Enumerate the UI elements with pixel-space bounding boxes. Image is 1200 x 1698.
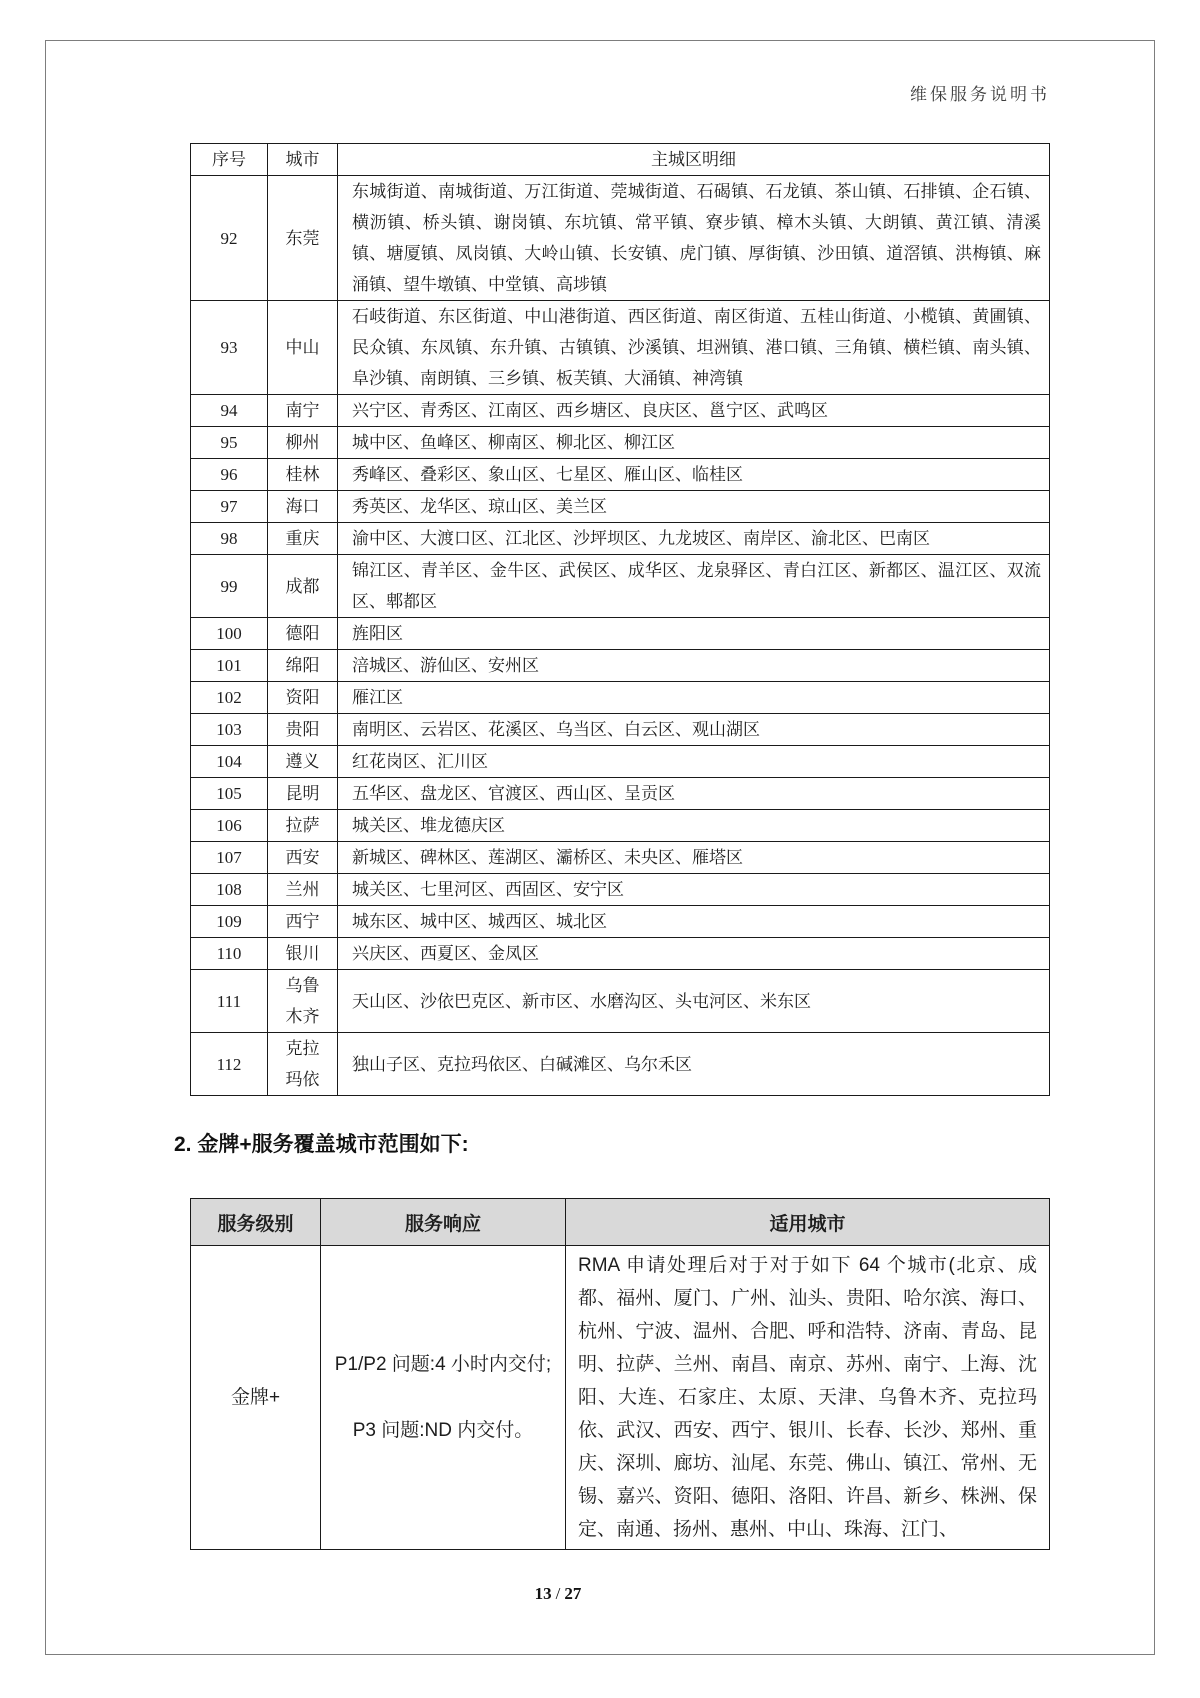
cell-no: 92 <box>191 176 268 301</box>
cell-districts: 兴宁区、青秀区、江南区、西乡塘区、良庆区、邕宁区、武鸣区 <box>338 395 1050 427</box>
table-row <box>191 938 1050 970</box>
applicable-cities-cell: RMA 申请处理后对于对于如下 64 个城市(北京、成都、福州、厦门、广州、汕头、贵阳、哈尔滨、海口、杭州、宁波、温州、合肥、呼和浩特、济南、青岛、昆明、拉萨、兰州、南昌、南京、苏州、南宁、上海、沈阳、大连、石家庄、太原、天津、乌鲁木齐、克拉玛依、武汉、西安、西宁、银川、长春、长沙、郑州、重庆、深圳、廊坊、汕尾、东莞、佛山、镇江、常州、无锡、嘉兴、资阳、德阳、洛阳、许昌、新乡、株洲、保定、南通、扬州、惠州、中山、珠海、江门、 <box>566 1246 1050 1550</box>
cell-districts: 雁江区 <box>338 682 1050 714</box>
cell-no: 108 <box>191 874 268 906</box>
cell-districts: 石岐街道、东区街道、中山港街道、西区街道、南区街道、五桂山街道、小榄镇、黄圃镇、民众镇、东凤镇、东升镇、古镇镇、沙溪镇、坦洲镇、港口镇、三角镇、横栏镇、南头镇、阜沙镇、南朗镇、三乡镇、板芙镇、大涌镇、神湾镇 <box>338 301 1050 395</box>
table-row <box>191 523 1050 555</box>
page-number <box>0 1584 1116 1604</box>
cell-no: 107 <box>191 842 268 874</box>
cell-city: 克拉玛依 <box>268 1033 338 1096</box>
cell-districts: 城关区、堆龙德庆区 <box>338 810 1050 842</box>
table-row <box>191 459 1050 491</box>
table-row <box>191 427 1050 459</box>
cell-districts: 涪城区、游仙区、安州区 <box>338 650 1050 682</box>
page-number-separator: / <box>555 1584 561 1603</box>
cell-no: 112 <box>191 1033 268 1096</box>
districts-table <box>190 143 1050 1096</box>
cell-no: 98 <box>191 523 268 555</box>
table-row <box>191 842 1050 874</box>
cell-districts: 城关区、七里河区、西固区、安宁区 <box>338 874 1050 906</box>
col-header-service-level: 服务级别 <box>191 1199 321 1246</box>
table-row <box>191 176 1050 301</box>
cell-no: 110 <box>191 938 268 970</box>
cell-no: 93 <box>191 301 268 395</box>
cell-districts: 兴庆区、西夏区、金凤区 <box>338 938 1050 970</box>
cell-city: 拉萨 <box>268 810 338 842</box>
cell-districts: 天山区、沙依巴克区、新市区、水磨沟区、头屯河区、米东区 <box>338 970 1050 1033</box>
page-number-current: 13 <box>534 1584 552 1603</box>
cell-districts: 渝中区、大渡口区、江北区、沙坪坝区、九龙坡区、南岸区、渝北区、巴南区 <box>338 523 1050 555</box>
table-row <box>191 1033 1050 1096</box>
col-header-service-response: 服务响应 <box>321 1199 566 1246</box>
cell-no: 111 <box>191 970 268 1033</box>
cell-city: 资阳 <box>268 682 338 714</box>
table-row <box>191 650 1050 682</box>
cell-city: 贵阳 <box>268 714 338 746</box>
col-header-districts: 主城区明细 <box>338 144 1050 176</box>
cell-districts: 南明区、云岩区、花溪区、乌当区、白云区、观山湖区 <box>338 714 1050 746</box>
cell-districts: 独山子区、克拉玛依区、白碱滩区、乌尔禾区 <box>338 1033 1050 1096</box>
table-row <box>191 746 1050 778</box>
table-row <box>191 682 1050 714</box>
cell-city: 成都 <box>268 555 338 618</box>
table-row <box>191 555 1050 618</box>
service-table <box>190 1198 1050 1550</box>
cell-no: 97 <box>191 491 268 523</box>
cell-no: 94 <box>191 395 268 427</box>
cell-city: 东莞 <box>268 176 338 301</box>
cell-no: 102 <box>191 682 268 714</box>
cell-districts: 城东区、城中区、城西区、城北区 <box>338 906 1050 938</box>
cell-no: 103 <box>191 714 268 746</box>
cell-districts: 秀英区、龙华区、琼山区、美兰区 <box>338 491 1050 523</box>
cell-no: 101 <box>191 650 268 682</box>
districts-table-body <box>191 176 1050 1096</box>
cell-city: 海口 <box>268 491 338 523</box>
cell-no: 109 <box>191 906 268 938</box>
cell-no: 95 <box>191 427 268 459</box>
table-row <box>191 778 1050 810</box>
cell-city: 柳州 <box>268 427 338 459</box>
cell-districts: 旌阳区 <box>338 618 1050 650</box>
service-response-cell <box>321 1246 566 1550</box>
cell-city: 中山 <box>268 301 338 395</box>
cell-city: 昆明 <box>268 778 338 810</box>
service-table-row <box>191 1246 1050 1550</box>
cell-city: 银川 <box>268 938 338 970</box>
cell-city: 乌鲁木齐 <box>268 970 338 1033</box>
cell-no: 100 <box>191 618 268 650</box>
cell-districts: 东城街道、南城街道、万江街道、莞城街道、石碣镇、石龙镇、茶山镇、石排镇、企石镇、横沥镇、桥头镇、谢岗镇、东坑镇、常平镇、寮步镇、樟木头镇、大朗镇、黄江镇、清溪镇、塘厦镇、凤岗镇、大岭山镇、长安镇、虎门镇、厚街镇、沙田镇、道滘镇、洪梅镇、麻涌镇、望牛墩镇、中堂镇、高埗镇 <box>338 176 1050 301</box>
cell-districts: 秀峰区、叠彩区、象山区、七星区、雁山区、临桂区 <box>338 459 1050 491</box>
service-table-header-row <box>191 1199 1050 1246</box>
col-header-no: 序号 <box>191 144 268 176</box>
cell-city: 兰州 <box>268 874 338 906</box>
cell-districts: 五华区、盘龙区、官渡区、西山区、呈贡区 <box>338 778 1050 810</box>
districts-table-header-row <box>191 144 1050 176</box>
cell-no: 99 <box>191 555 268 618</box>
table-row <box>191 301 1050 395</box>
cell-districts: 锦江区、青羊区、金牛区、武侯区、成华区、龙泉驿区、青白江区、新都区、温江区、双流区、郫都区 <box>338 555 1050 618</box>
doc-header-title: 维保服务说明书 <box>910 85 1050 104</box>
table-row <box>191 874 1050 906</box>
response-line-p3: P3 问题:ND 内交付。 <box>352 1420 534 1441</box>
cell-no: 105 <box>191 778 268 810</box>
cell-no: 96 <box>191 459 268 491</box>
cell-districts: 城中区、鱼峰区、柳南区、柳北区、柳江区 <box>338 427 1050 459</box>
table-row <box>191 491 1050 523</box>
table-row <box>191 395 1050 427</box>
page-number-total: 27 <box>564 1584 582 1603</box>
response-gap <box>333 1381 553 1414</box>
cell-city: 桂林 <box>268 459 338 491</box>
cell-city: 西安 <box>268 842 338 874</box>
cell-city: 西宁 <box>268 906 338 938</box>
cell-city: 南宁 <box>268 395 338 427</box>
cell-city: 绵阳 <box>268 650 338 682</box>
table-row <box>191 714 1050 746</box>
cell-no: 106 <box>191 810 268 842</box>
cell-districts: 新城区、碑林区、莲湖区、灞桥区、未央区、雁塔区 <box>338 842 1050 874</box>
cell-city: 遵义 <box>268 746 338 778</box>
table-row <box>191 906 1050 938</box>
table-row <box>191 970 1050 1033</box>
cell-city: 重庆 <box>268 523 338 555</box>
service-level-cell: 金牌+ <box>191 1246 321 1550</box>
cell-districts: 红花岗区、汇川区 <box>338 746 1050 778</box>
cell-city: 德阳 <box>268 618 338 650</box>
response-line-p1p2: P1/P2 问题:4 小时内交付; <box>334 1354 552 1375</box>
table-row <box>191 618 1050 650</box>
col-header-applicable-cities: 适用城市 <box>566 1199 1050 1246</box>
table-row <box>191 810 1050 842</box>
col-header-city: 城市 <box>268 144 338 176</box>
section-heading: 2. 金牌+服务覆盖城市范围如下: <box>174 1133 469 1156</box>
cell-no: 104 <box>191 746 268 778</box>
